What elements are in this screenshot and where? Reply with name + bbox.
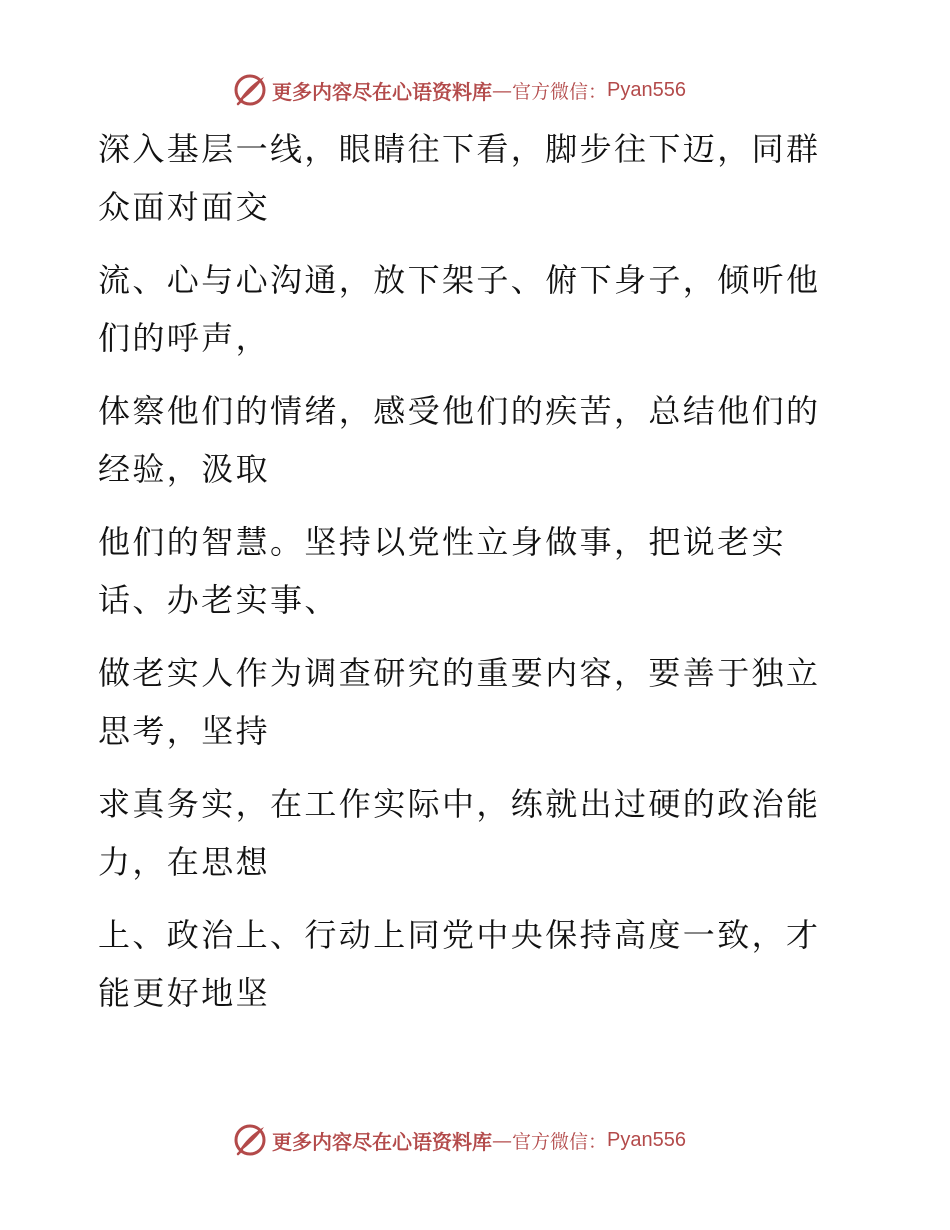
text-line: 众面对面交 — [98, 188, 271, 226]
footer-brand-text: 更多内容尽在心语资料库 — [272, 1129, 492, 1154]
quill-logo-icon — [233, 1123, 267, 1157]
footer-wechat-id: Pyan556 — [607, 1128, 686, 1151]
quill-logo-icon — [233, 73, 267, 107]
text-line: 经验，汲取 — [98, 450, 271, 488]
paragraph — [98, 775, 838, 891]
header-dash: — — [492, 78, 512, 102]
document-body — [98, 120, 838, 1037]
text-line: 体察他们的情绪，感受他们的疾苦，总结他们的 — [98, 392, 821, 430]
text-line: 能更好地坚 — [98, 974, 271, 1012]
footer-dash: — — [492, 1128, 512, 1152]
header-banner — [233, 72, 686, 108]
header-wechat-id: Pyan556 — [607, 78, 686, 101]
text-line: 话、办老实事、 — [98, 581, 339, 619]
paragraph — [98, 906, 838, 1022]
footer-wechat-label: 官方微信： — [512, 1130, 608, 1153]
text-line: 力，在思想 — [98, 843, 271, 881]
header-wechat-label: 官方微信： — [512, 80, 608, 103]
text-line: 们的呼声， — [98, 319, 271, 357]
header-brand-text: 更多内容尽在心语资料库 — [272, 79, 492, 104]
text-line: 做老实人作为调查研究的重要内容，要善于独立 — [98, 654, 821, 692]
text-line: 求真务实，在工作实际中，练就出过硬的政治能 — [98, 785, 821, 823]
paragraph — [98, 120, 838, 236]
text-line: 上、政治上、行动上同党中央保持高度一致，才 — [98, 916, 821, 954]
text-line: 他们的智慧。坚持以党性立身做事，把说老实 — [98, 523, 787, 561]
paragraph — [98, 382, 838, 498]
paragraph — [98, 644, 838, 760]
text-line: 流、心与心沟通，放下架子、俯下身子，倾听他 — [98, 261, 821, 299]
paragraph — [98, 251, 838, 367]
text-line: 深入基层一线，眼睛往下看，脚步往下迈，同群 — [98, 130, 821, 168]
footer-banner — [233, 1122, 686, 1158]
paragraph — [98, 513, 838, 629]
text-line: 思考，坚持 — [98, 712, 271, 750]
